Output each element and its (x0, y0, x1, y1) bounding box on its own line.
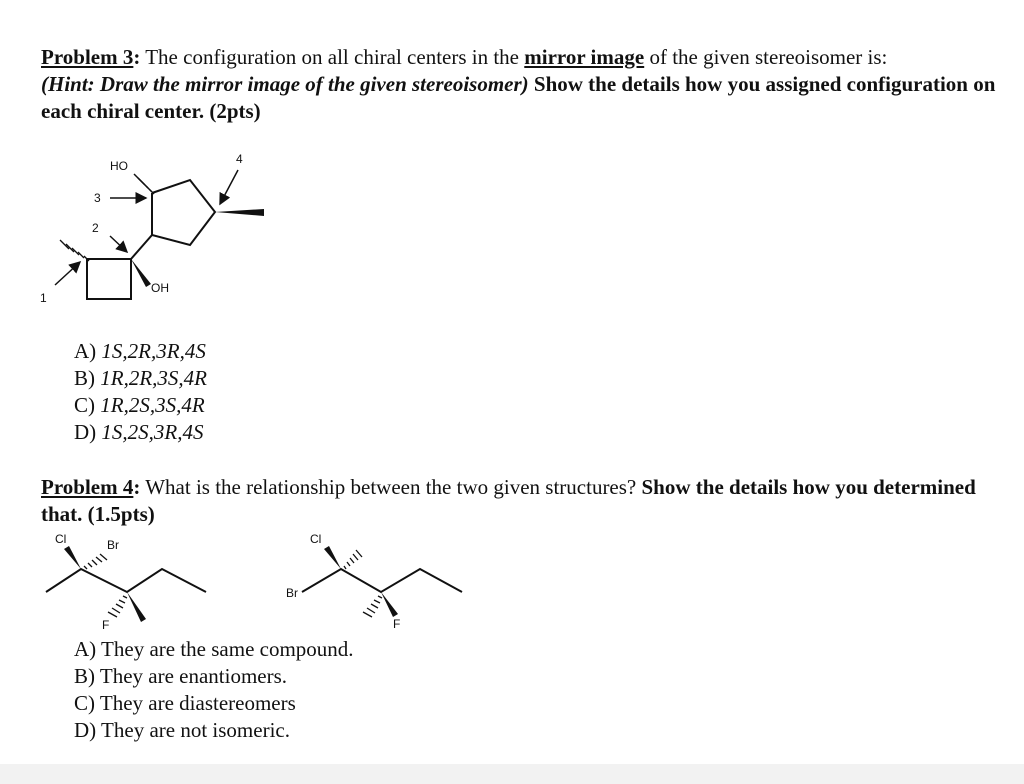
problem3-hint: (Hint: Draw the mirror image of the given stereoisomer) (41, 72, 529, 96)
left-br-label: Br (107, 538, 119, 552)
left-cl-label: Cl (55, 532, 67, 546)
problem3-option-a[interactable]: A) 1S,2R,3R,4S (74, 339, 206, 363)
problem3-instruction: Show the details how you assigned configuration on each chiral center. (2pts) (41, 72, 996, 123)
mirror-image-emphasis: mirror image (524, 45, 645, 69)
left-br-hash (84, 554, 107, 569)
right-f-wedge (381, 592, 398, 617)
left-f-hash (108, 596, 127, 617)
structure-left (46, 532, 206, 632)
problem4-option-d[interactable]: D) They are not isomeric. (74, 718, 290, 742)
problem3-option-d[interactable]: D) 1S,2S,3R,4S (74, 420, 204, 444)
right-cl-wedge (324, 546, 341, 569)
problem4-option-c[interactable]: C) They are diastereomers (74, 691, 296, 715)
problem3-option-b[interactable]: B) 1R,2R,3S,4R (74, 366, 207, 390)
problem4-label: Problem 4 (41, 475, 134, 499)
problem4-option-b[interactable]: B) They are enantiomers. (74, 664, 288, 688)
problem3-label: Problem 3 (41, 45, 134, 69)
ho-label: HO (110, 159, 128, 173)
problem4-option-a[interactable]: A) They are the same compound. (74, 637, 354, 661)
left-cl-wedge (64, 546, 81, 569)
right-hash-down (363, 596, 382, 617)
left-methyl-wedge (127, 592, 146, 622)
right-cl-label: Cl (310, 532, 322, 546)
oh-label: OH (151, 281, 169, 295)
label-1: 1 (40, 291, 47, 305)
label-2: 2 (92, 221, 99, 235)
right-f-label: F (393, 617, 401, 631)
problem4-statement: Problem 4: What is the relationship between the two given structures? Show the details how you determined that. (1.5pts) (41, 475, 976, 526)
right-br-label: Br (286, 586, 298, 600)
left-f-label: F (102, 618, 110, 632)
problem3-statement: Problem 3: The configuration on all chiral centers in the mirror image of the given stereoisomer is: (Hint: Draw the mirror image of the given stereoisomer) Show the details how you assigned configuration on each chiral center. (2pts) (41, 45, 996, 123)
label-4: 4 (236, 152, 243, 166)
structure-right (286, 532, 462, 631)
right-hash-up (344, 550, 362, 569)
problem4-instruction: Show the details how you determined that. (1.5pts) (41, 475, 976, 526)
bottom-bar (0, 764, 1024, 784)
label-3: 3 (94, 191, 101, 205)
problem3-option-c[interactable]: C) 1R,2S,3S,4R (74, 393, 205, 417)
